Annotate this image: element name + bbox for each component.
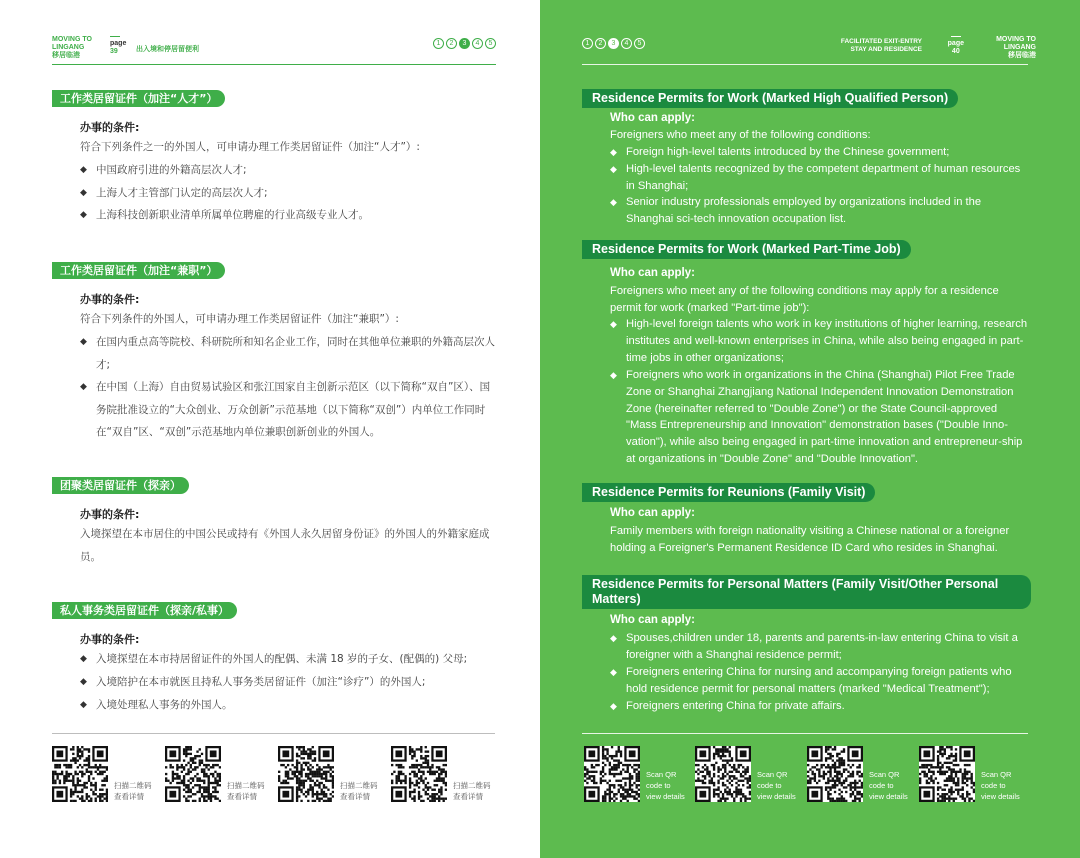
qr-code-block bbox=[584, 746, 685, 802]
section-intro: Foreigners who meet any of the following conditions may apply for a residence permit for work (marked "Part-time job"): bbox=[610, 285, 999, 314]
section-title: Residence Permits for Reunions (Family Visit) bbox=[582, 483, 875, 502]
chapter-circle: 1 bbox=[433, 38, 444, 49]
chapter-circle: 2 bbox=[595, 38, 606, 49]
condition-label: 办事的条件: bbox=[80, 633, 140, 646]
who-can-apply-label: Who can apply: bbox=[610, 112, 695, 124]
section-title: Residence Permits for Personal Matters (Family Visit/Other Personal Matters) bbox=[582, 575, 1031, 609]
qr-code-icon[interactable] bbox=[807, 746, 863, 802]
chapter-circle: 2 bbox=[446, 38, 457, 49]
chapter-circle-active: 3 bbox=[459, 38, 470, 49]
who-can-apply-label: Who can apply: bbox=[610, 267, 695, 279]
chapter-indicator bbox=[433, 38, 496, 49]
condition-label: 办事的条件: bbox=[80, 121, 140, 134]
chapter-circle-active: 3 bbox=[608, 38, 619, 49]
qr-code-icon[interactable] bbox=[278, 746, 334, 802]
footer-divider bbox=[52, 733, 495, 734]
qr-code-icon[interactable] bbox=[391, 746, 447, 802]
qr-code-icon[interactable] bbox=[165, 746, 221, 802]
qr-code-block bbox=[807, 746, 908, 802]
list-item: ◆ Foreigners entering China for private affairs. bbox=[610, 698, 1030, 715]
list-item: ◆ High-level talents recognized by the competent department of human resources in Shanghai; bbox=[610, 161, 1030, 195]
brand-logo: MOVING TO LINGANG 移居临港 bbox=[52, 36, 92, 59]
who-can-apply-label: Who can apply: bbox=[610, 614, 695, 626]
qr-caption: Scan QR code to view details bbox=[646, 770, 685, 801]
header-divider bbox=[582, 64, 1028, 65]
list-item: ◆ 在中国（上海）自由贸易试验区和张江国家自主创新示范区（以下简称“双自”区）、国务院批准设立的“大众创业、万众创新”示范基地（以下简称“双创”）内单位工作同时在“双自”区、“双创”示范基地内单位兼职创新创业的外国人。 bbox=[80, 376, 500, 444]
list-item: ◆ Spouses,children under 18, parents and parents-in-law entering China to visit a foreigner with a Shanghai residence permit; bbox=[610, 630, 1030, 664]
qr-code-block bbox=[278, 746, 378, 802]
qr-caption: Scan QR code to view details bbox=[981, 770, 1020, 801]
qr-code-block bbox=[52, 746, 152, 802]
page-number: page 39 bbox=[110, 36, 126, 56]
right-header bbox=[585, 36, 1036, 64]
chapter-circle: 1 bbox=[582, 38, 593, 49]
who-can-apply-label: Who can apply: bbox=[610, 507, 695, 519]
section-title: Residence Permits for Work (Marked Part-Time Job) bbox=[582, 240, 911, 259]
page-number: page 40 bbox=[948, 36, 964, 56]
section-title: 工作类居留证件（加注“兼职”） bbox=[52, 262, 225, 279]
condition-label: 办事的条件: bbox=[80, 293, 140, 306]
list-item: ◆ Foreign high-level talents introduced by the Chinese government; bbox=[610, 144, 1030, 161]
section-intro: 符合下列条件之一的外国人，可申请办理工作类居留证件（加注“人才”）: bbox=[80, 141, 420, 153]
list-item: ◆ 入境探望在本市持居留证件的外国人的配偶、未满 18 岁的子女、(配偶的) 父母; bbox=[80, 648, 500, 671]
section-intro: Foreigners who meet any of the following conditions: bbox=[610, 129, 871, 141]
list-item: ◆ Senior industry professionals employed by organizations included in the Shanghai sci-tech innovation occupation list. bbox=[610, 194, 1030, 228]
qr-code-block bbox=[391, 746, 491, 802]
chapter-circle: 5 bbox=[634, 38, 645, 49]
list-item: ◆ 中国政府引进的外籍高层次人才; bbox=[80, 159, 500, 182]
qr-code-icon[interactable] bbox=[52, 746, 108, 802]
qr-code-block bbox=[919, 746, 1020, 802]
section-title: 团聚类居留证件（探亲） bbox=[52, 477, 189, 494]
qr-caption: Scan QR code to view details bbox=[757, 770, 796, 801]
qr-code-icon[interactable] bbox=[584, 746, 640, 802]
section-title: Residence Permits for Work (Marked High Qualified Person) bbox=[582, 89, 958, 108]
chapter-circle: 4 bbox=[472, 38, 483, 49]
section-intro: 符合下列条件的外国人，可申请办理工作类居留证件（加注“兼职”）: bbox=[80, 313, 399, 325]
brand-logo: MOVING TO LINGANG 移居临港 bbox=[996, 36, 1036, 59]
qr-caption: 扫描二维码 查看详情 bbox=[453, 781, 491, 801]
chapter-circle: 4 bbox=[621, 38, 632, 49]
list-item: ◆ 在国内重点高等院校、科研院所和知名企业工作，同时在其他单位兼职的外籍高层次人才; bbox=[80, 331, 500, 376]
header-title: FACILITATED EXIT-ENTRY STAY AND RESIDENCE bbox=[840, 38, 922, 53]
section-intro: Family members with foreign nationality visiting a Chinese national or a foreigner holding a Foreigner's Permanent Residence ID Card who resides in Shanghai. bbox=[610, 525, 1010, 554]
section-intro: 入境探望在本市居住的中国公民或持有《外国人永久居留身份证》的外国人的外籍家庭成员。 bbox=[80, 528, 490, 563]
footer-divider bbox=[582, 733, 1028, 734]
list-item: ◆ 上海人才主管部门认定的高层次人才; bbox=[80, 182, 500, 205]
condition-label: 办事的条件: bbox=[80, 508, 140, 521]
qr-code-block bbox=[165, 746, 265, 802]
section-title: 私人事务类居留证件（探亲/私事） bbox=[52, 602, 237, 619]
qr-caption: 扫描二维码 查看详情 bbox=[340, 781, 378, 801]
list-item: ◆ High-level foreign talents who work in key institutions of higher learning, research institutes and well-known enterprises in China, while also being engaged in part-time jobs in other organizations; bbox=[610, 316, 1030, 366]
list-item: ◆ 上海科技创新职业清单所属单位聘雇的行业高级专业人才。 bbox=[80, 204, 500, 227]
chapter-circle: 5 bbox=[485, 38, 496, 49]
list-item: ◆ Foreigners entering China for nursing and accompanying foreign patients who hold residence permit for personal matters (marked "Medical Treatment"); bbox=[610, 664, 1030, 698]
section-title: 工作类居留证件（加注“人才”） bbox=[52, 90, 225, 107]
list-item: ◆ 入境处理私人事务的外国人。 bbox=[80, 694, 500, 717]
left-header bbox=[52, 36, 496, 64]
chapter-indicator bbox=[582, 38, 645, 49]
qr-code-block bbox=[695, 746, 796, 802]
list-item: ◆ 入境陪护在本市就医且持私人事务类居留证件（加注“诊疗”）的外国人; bbox=[80, 671, 500, 694]
header-divider bbox=[52, 64, 496, 65]
qr-caption: 扫描二维码 查看详情 bbox=[227, 781, 265, 801]
qr-code-icon[interactable] bbox=[919, 746, 975, 802]
qr-caption: Scan QR code to view details bbox=[869, 770, 908, 801]
qr-caption: 扫描二维码 查看详情 bbox=[114, 781, 152, 801]
header-title: 出入境和停居留便利 bbox=[136, 45, 199, 53]
list-item: ◆ Foreigners who work in organizations in the China (Shanghai) Pilot Free Trade Zone or Shanghai Zhangjiang National Independent Innovation Demonstration Zone (hereinafter referred to "Double Zone") or the State Council-approved "Mass Entrepreneurship and Innovation" demonstration bases ("Double Inno-vation"), while also being engaged in part-time innovation and entrepreneur-ship at organizations in "Double Zone" and "Double Innovation". bbox=[610, 367, 1030, 468]
qr-code-icon[interactable] bbox=[695, 746, 751, 802]
